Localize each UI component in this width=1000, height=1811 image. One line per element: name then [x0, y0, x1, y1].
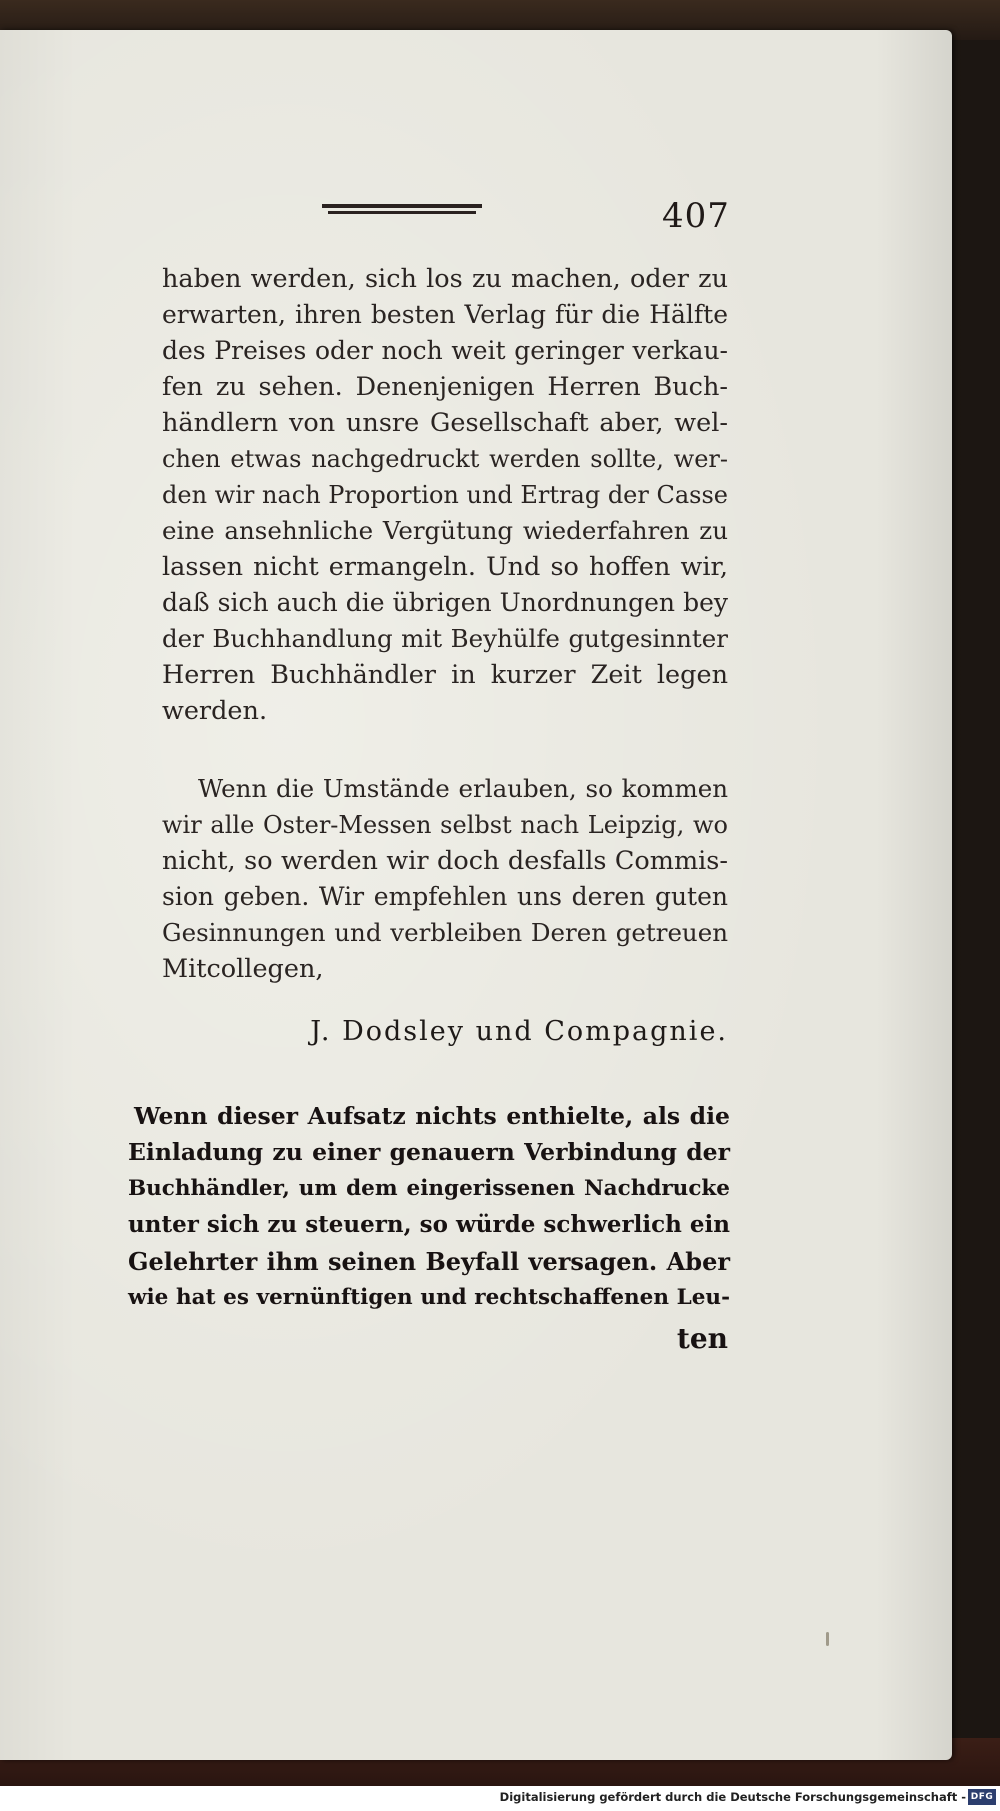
signature: J. Dodsley und Compagnie.	[310, 1016, 728, 1047]
footer-credit: Digitalisierung gefördert durch die Deutsche Forschungsgemeinschaft -	[499, 1790, 966, 1804]
dfg-logo-icon: DFG	[968, 1789, 996, 1805]
text-line: Buchhändler, um dem eingerissenen Nachdrucke	[128, 1175, 730, 1201]
text-line: unter sich zu steuern, so würde schwerlich ein	[128, 1211, 730, 1239]
text-line: Wenn dieser Aufsatz nichts enthielte, als die	[134, 1102, 730, 1130]
text-line: chen etwas nachgedruckt werden sollte, wer-	[162, 445, 728, 473]
text-line: Herren Buchhändler in kurzer Zeit legen	[162, 660, 728, 690]
header-rule	[322, 204, 482, 215]
text-line: Mitcollegen,	[162, 954, 324, 984]
text-line: wie hat es vernünftigen und rechtschaffenen Leu-	[128, 1284, 730, 1310]
text-line: erwarten, ihren besten Verlag für die Hälfte	[162, 300, 728, 329]
text-line: Einladung zu einer genauern Verbindung der	[128, 1138, 730, 1167]
paragraph-3	[128, 1098, 730, 1316]
paragraph-2	[162, 771, 728, 987]
text-line: Gesinnungen und verbleiben Deren getreuen	[162, 918, 728, 947]
paper-speck	[826, 1632, 829, 1646]
text-line: wir alle Oster-Messen selbst nach Leipzig, wo	[162, 811, 728, 839]
text-line: haben werden, sich los zu machen, oder zu	[162, 264, 728, 294]
text-line: daß sich auch die übrigen Unordnungen bey	[162, 588, 728, 617]
text-line: Gelehrter ihm seinen Beyfall versagen. Aber	[128, 1246, 730, 1276]
text-line: den wir nach Proportion und Ertrag der Casse	[162, 481, 728, 509]
text-line: händlern von unsre Gesellschaft aber, wel-	[162, 408, 728, 438]
page-number: 407	[662, 196, 730, 236]
text-line: lassen nicht ermangeln. Und so hoffen wir,	[162, 552, 728, 582]
text-line: eine ansehnliche Vergütung wiederfahren zu	[162, 516, 728, 545]
text-line: fen zu sehen. Denenjenigen Herren Buch-	[162, 372, 728, 402]
text-line: des Preises oder noch weit geringer verkau-	[162, 336, 728, 365]
text-line: sion geben. Wir empfehlen uns deren guten	[162, 882, 728, 911]
text-line: werden.	[162, 696, 268, 726]
catchword: ten	[676, 1322, 728, 1355]
text-line: Wenn die Umstände erlauben, so kommen	[198, 774, 728, 803]
paragraph-1	[162, 261, 728, 729]
text-line: der Buchhandlung mit Beyhülfe gutgesinnter	[162, 624, 728, 653]
text-line: nicht, so werden wir doch desfalls Commis-	[162, 846, 728, 876]
